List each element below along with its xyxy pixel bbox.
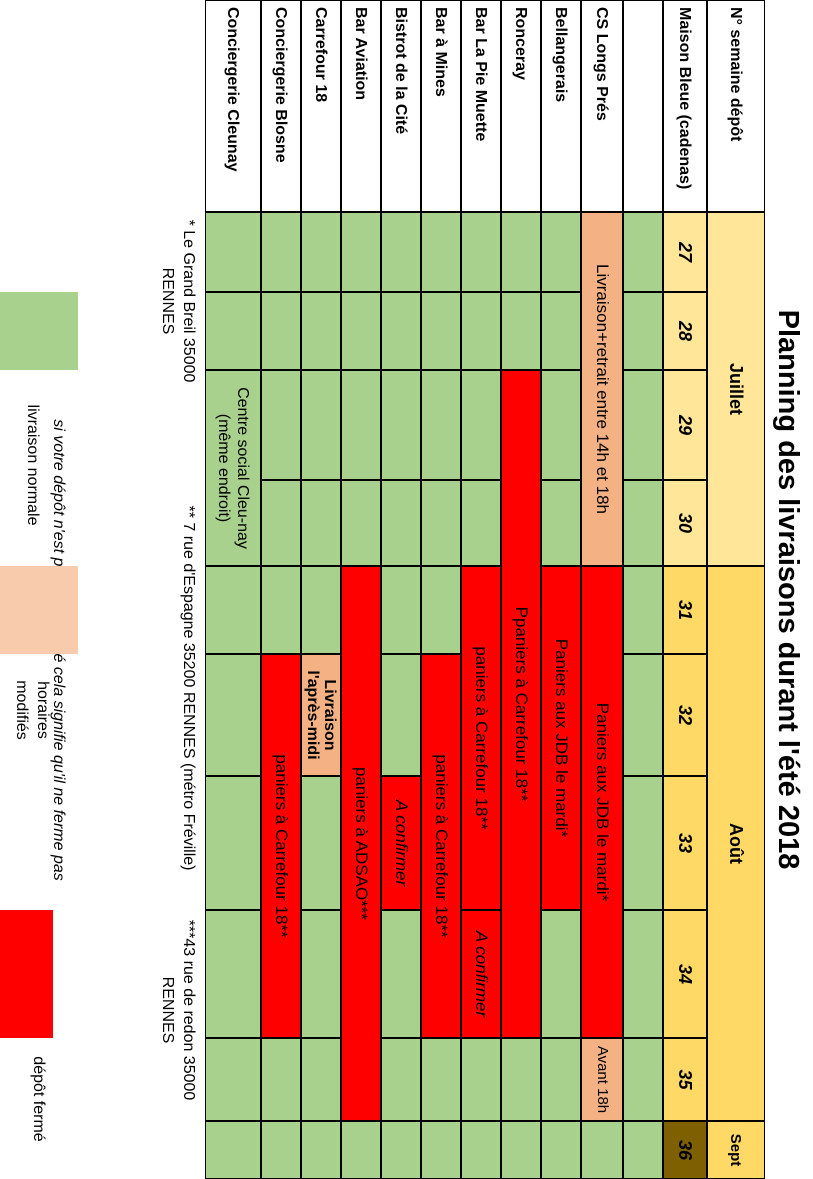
grid-cell xyxy=(381,480,421,566)
week-36: 36 xyxy=(663,1121,707,1179)
event-pie-muette-confirm: A confirmer xyxy=(461,910,501,1038)
event-mines-carrefour: paniers à Carrefour 18** xyxy=(421,654,461,1038)
week-29: 29 xyxy=(663,370,707,480)
week-27: 27 xyxy=(663,212,707,292)
grid-cell xyxy=(261,292,301,370)
grid-cell xyxy=(421,1121,461,1179)
grid-cell xyxy=(205,654,261,776)
grid-cell xyxy=(205,566,261,654)
grid-cell xyxy=(261,212,301,292)
grid-cell xyxy=(381,212,421,292)
month-juillet: Juillet xyxy=(707,212,765,566)
grid-cell xyxy=(205,292,261,370)
grid-cell xyxy=(381,370,421,480)
grid-cell xyxy=(623,212,663,292)
grid-cell xyxy=(301,370,341,480)
grid-cell xyxy=(261,480,301,566)
week-35: 35 xyxy=(663,1038,707,1121)
grid-cell xyxy=(541,212,581,292)
grid-cell xyxy=(261,566,301,654)
grid-cell xyxy=(341,480,381,566)
grid-cell xyxy=(541,1038,581,1121)
grid-cell xyxy=(261,370,301,480)
row-label-cs-longs-pres: CS Longs Prés xyxy=(581,0,623,212)
grid-cell xyxy=(205,776,261,910)
grid-cell xyxy=(541,910,581,1038)
week-31: 31 xyxy=(663,566,707,654)
legend-swatch-normal xyxy=(0,292,78,370)
row-label-carrefour-18: Carrefour 18 xyxy=(301,0,341,212)
grid-cell xyxy=(461,370,501,480)
row-label-aviation: Bar Aviation xyxy=(341,0,381,212)
event-pie-muette-carrefour: paniers à Carrefour 18** xyxy=(461,566,501,910)
legend-closed-label: dépôt fermé xyxy=(30,1056,47,1142)
grid-cell xyxy=(541,292,581,370)
grid-cell xyxy=(205,212,261,292)
grid-cell xyxy=(381,292,421,370)
legend-modified-label: horaires modifiés xyxy=(13,680,51,740)
grid-cell xyxy=(623,910,663,1038)
grid-cell xyxy=(261,1121,301,1179)
grid-cell xyxy=(421,292,461,370)
grid-cell xyxy=(381,654,421,776)
grid-cell xyxy=(301,292,341,370)
grid-cell xyxy=(301,480,341,566)
grid-cell xyxy=(623,654,663,776)
grid-cell xyxy=(461,212,501,292)
event-ronceray-carrefour: Ppaniers à Carrefour 18** xyxy=(501,370,541,1038)
grid-cell xyxy=(381,910,421,1038)
week-33: 33 xyxy=(663,776,707,910)
grid-cell xyxy=(421,480,461,566)
grid-cell xyxy=(205,910,261,1038)
grid-cell xyxy=(301,1121,341,1179)
event-cs-longs-pres-before: Avant 18h xyxy=(581,1038,623,1121)
grid-cell xyxy=(623,1038,663,1121)
grid-cell xyxy=(205,1121,261,1179)
row-label-maison-bleue: Maison Bleue (cadenas) xyxy=(663,0,707,212)
grid-cell xyxy=(301,910,341,1038)
footnote-3: ***43 rue de redon 35000 RENNES xyxy=(159,919,197,1101)
row-label-cleunay: Conciergerie Cleunay xyxy=(205,0,261,212)
week-28: 28 xyxy=(663,292,707,370)
grid-cell xyxy=(461,480,501,566)
page-title: Planning des livraisons durant l'été 2018 xyxy=(772,309,805,870)
row-label-bistrot: Bistrot de la Cité xyxy=(381,0,421,212)
event-aviation-adsao: paniers à ADSAO*** xyxy=(341,566,381,1121)
grid-cell xyxy=(421,212,461,292)
event-jdb-cs-longs-pres: Paniers aux JDB le mardi* xyxy=(581,566,623,1038)
event-cleunay-cs: Centre social Cleu-nay (même endroit) xyxy=(205,370,261,566)
grid-cell xyxy=(381,1121,421,1179)
grid-cell xyxy=(421,370,461,480)
legend-swatch-modified xyxy=(0,566,78,654)
event-carrefour-afternoon: Livraison l'après-midi xyxy=(301,654,341,776)
grid-cell xyxy=(301,212,341,292)
grid-cell xyxy=(381,1038,421,1121)
grid-cell xyxy=(541,370,581,480)
footnote-2: ** 7 rue d'Espagne 35200 RENNES (métro Fréville) xyxy=(180,505,197,871)
grid-cell xyxy=(581,1121,623,1179)
grid-cell xyxy=(205,1038,261,1121)
grid-cell xyxy=(341,292,381,370)
event-jdb-bellangerais: Paniers aux JDB le mardi* xyxy=(541,566,581,910)
event-cs-longs-pres-hours: Livraison+retrait entre 14h et 18h xyxy=(581,212,623,566)
month-sept: Sept xyxy=(707,1121,765,1179)
week-34: 34 xyxy=(663,910,707,1038)
grid-cell xyxy=(623,370,663,480)
grid-cell xyxy=(501,1038,541,1121)
grid-cell xyxy=(341,370,381,480)
grid-cell xyxy=(261,1038,301,1121)
grid-cell xyxy=(421,566,461,654)
grid-cell xyxy=(301,776,341,910)
row-label-bar-a-mines: Bar à Mines xyxy=(421,0,461,212)
event-bistrot-confirm: A confirmer xyxy=(381,776,421,910)
week-30: 30 xyxy=(663,480,707,566)
grid-cell xyxy=(421,1038,461,1121)
grid-cell xyxy=(623,480,663,566)
grid-cell xyxy=(461,292,501,370)
row-label-pie-muette: Bar La Pie Muette xyxy=(461,0,501,212)
legend-normal-label: livraison normale xyxy=(24,404,41,526)
grid-cell xyxy=(461,1038,501,1121)
grid-cell xyxy=(541,480,581,566)
grid-cell xyxy=(301,1038,341,1121)
row-label-bellangerais: Bellangerais xyxy=(541,0,581,212)
grid-cell xyxy=(301,566,341,654)
grid-cell xyxy=(341,212,381,292)
grid-cell xyxy=(501,1121,541,1179)
grid-cell xyxy=(501,212,541,292)
grid-cell xyxy=(623,776,663,910)
row-label-ronceray: Ronceray xyxy=(501,0,541,212)
grid-cell xyxy=(623,292,663,370)
grid-cell xyxy=(381,566,421,654)
grid-cell xyxy=(341,1121,381,1179)
week-32: 32 xyxy=(663,654,707,776)
grid-cell xyxy=(501,292,541,370)
event-blosne-carrefour: paniers à Carrefour 18** xyxy=(261,654,301,1038)
row-label-blosne: Conciergerie Blosne xyxy=(261,0,301,212)
header-week-label: N° semaine dépôt xyxy=(707,0,765,212)
grid-cell xyxy=(623,566,663,654)
footnote-1: * Le Grand Breil 35000 RENNES xyxy=(159,219,197,383)
month-aout: Août xyxy=(707,566,765,1121)
grid-cell xyxy=(623,1121,663,1179)
grid-cell xyxy=(461,1121,501,1179)
legend-swatch-closed xyxy=(0,910,53,1038)
grid-cell xyxy=(541,1121,581,1179)
